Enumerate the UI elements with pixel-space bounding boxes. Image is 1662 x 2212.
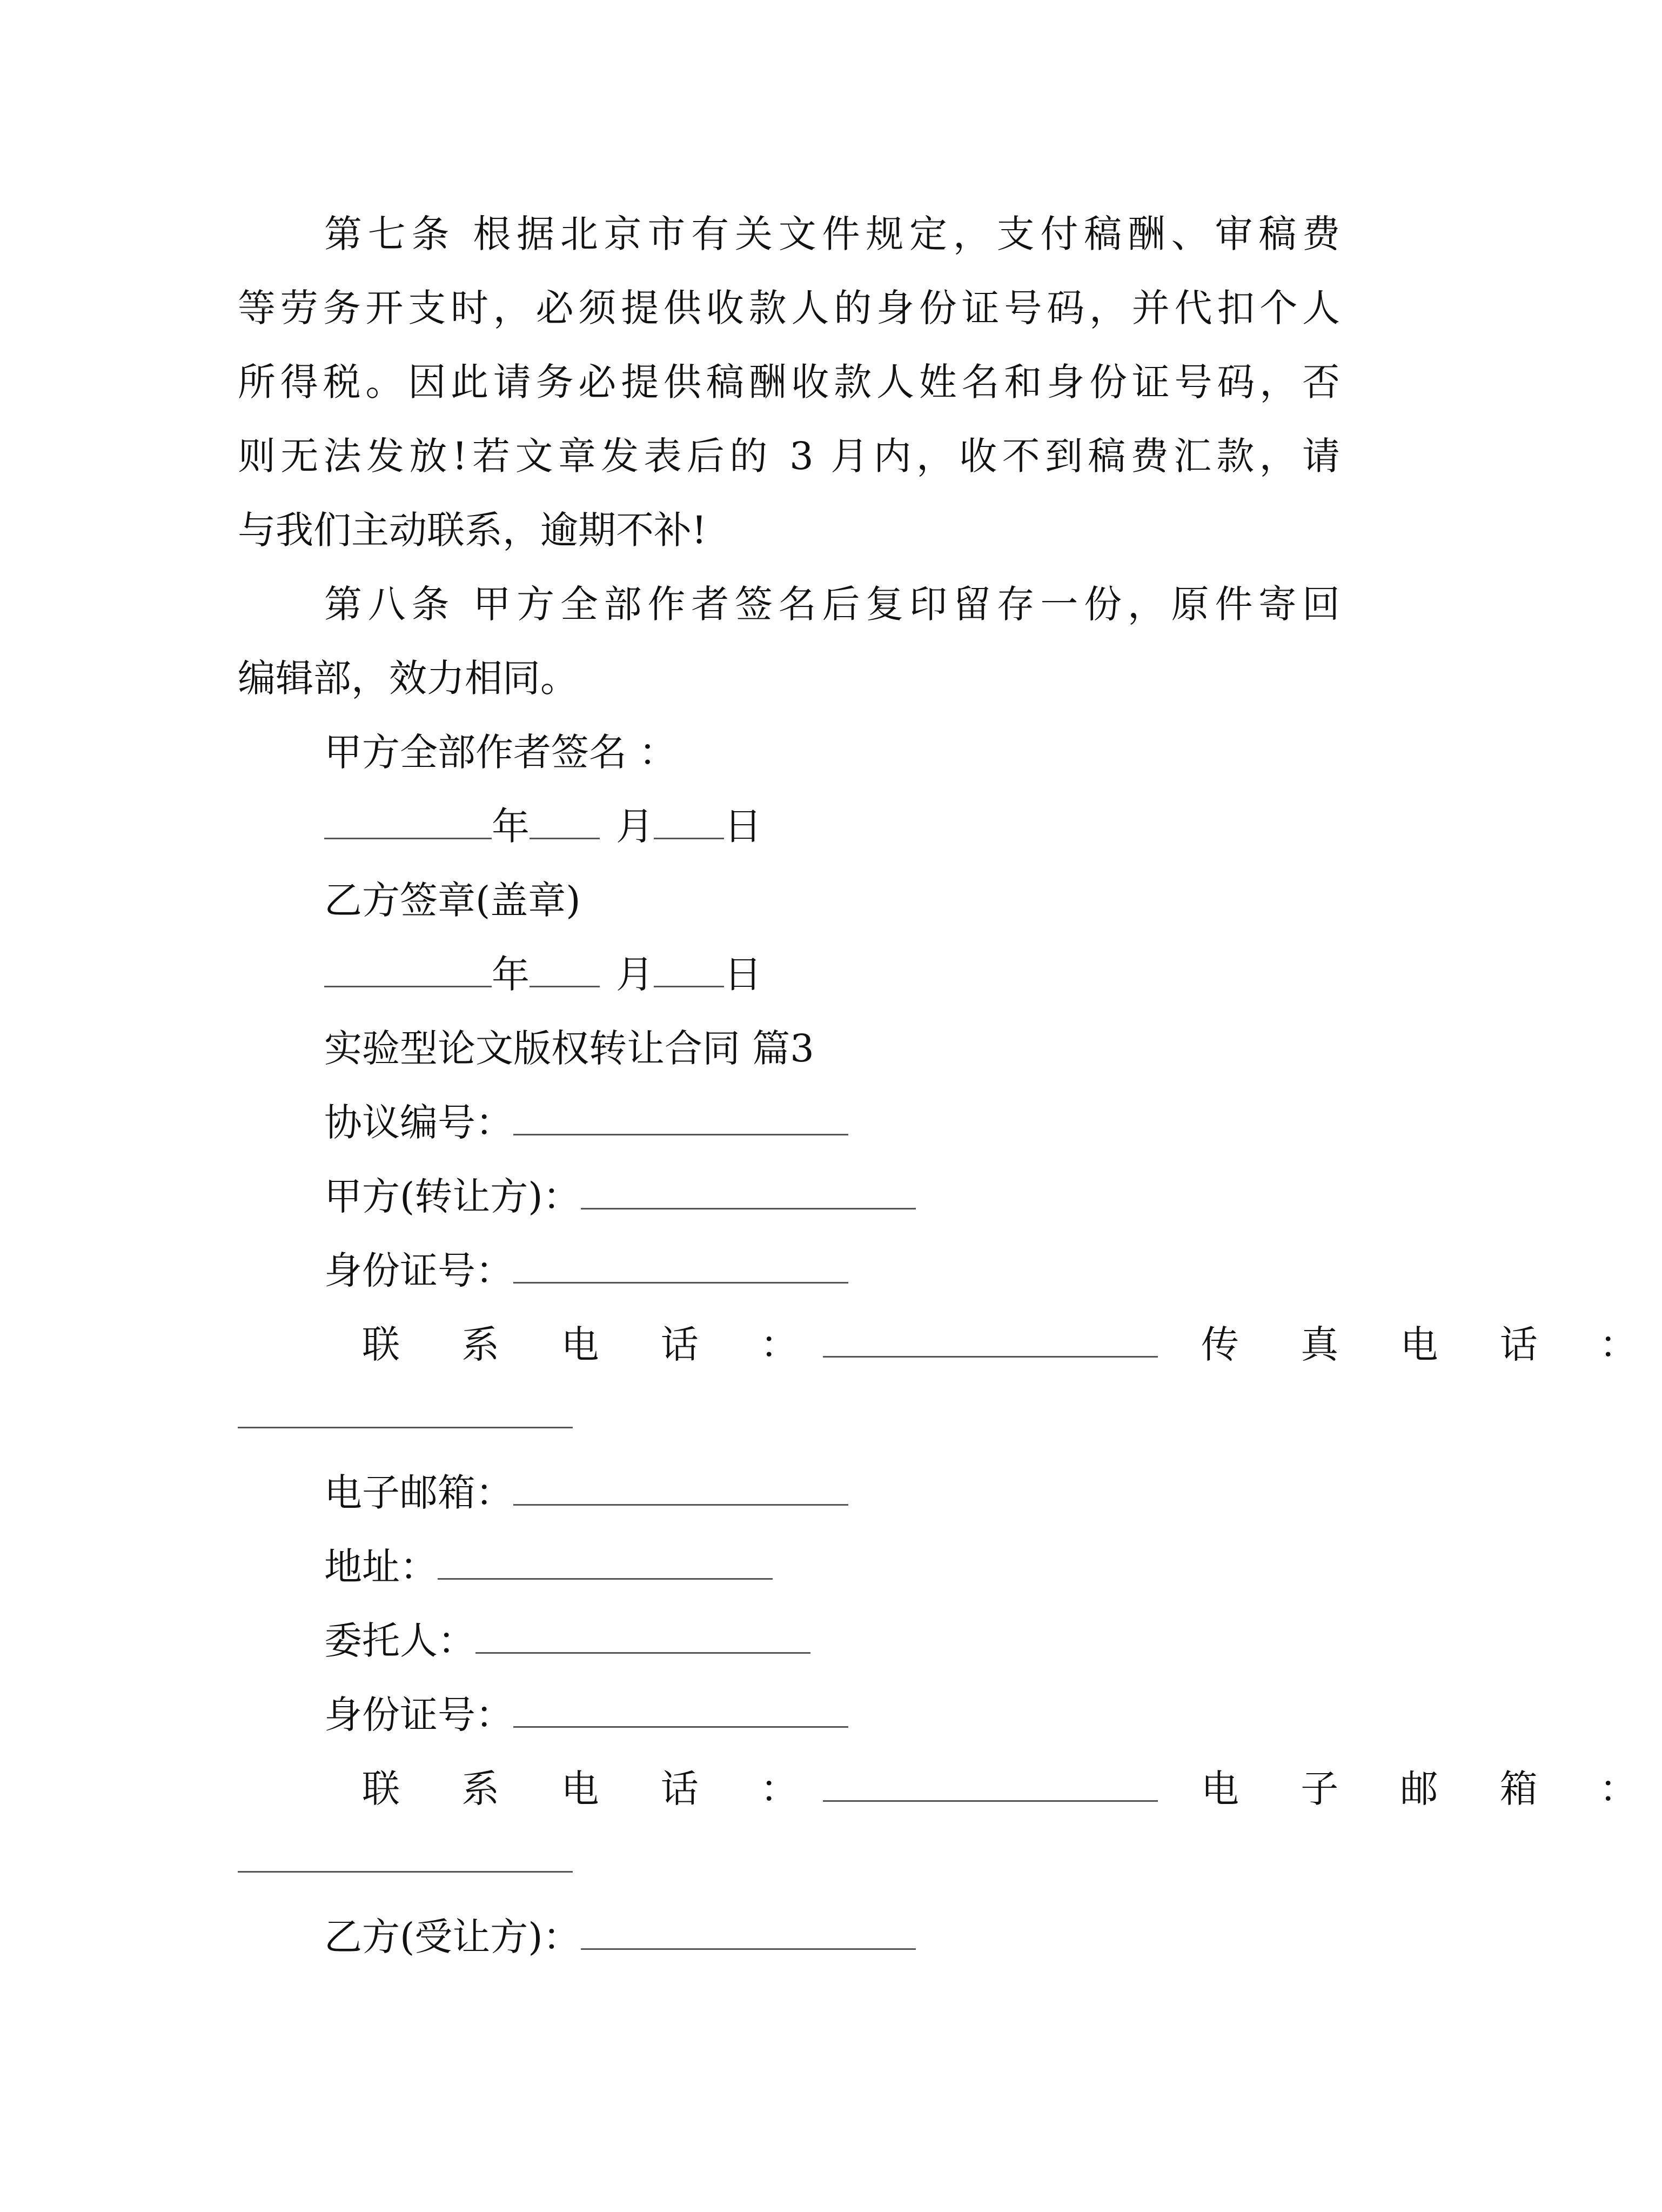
party-a-row [324, 1171, 1340, 1222]
agreement-no-blank[interactable] [513, 1100, 848, 1135]
email-blank[interactable] [513, 1471, 848, 1506]
agent-phone-email-row [362, 1763, 1662, 1815]
agent-blank[interactable] [475, 1619, 810, 1654]
article7-line-3: 所得税。因此请务必提供稿酬收款人姓名和身份证号码，否 [238, 360, 1340, 404]
agent-phone-blank[interactable] [823, 1767, 1158, 1802]
phone-label: 联 系 电 话 ： [362, 1322, 823, 1367]
day-blank[interactable] [654, 952, 724, 987]
month-blank[interactable] [530, 804, 600, 839]
fax-label: 传 真 电 话 ： [1201, 1322, 1662, 1367]
year-label: 年 [492, 952, 530, 997]
party-a-signature-label: 甲方全部作者签名 ： [324, 730, 677, 774]
agent-email-blank[interactable] [238, 1871, 573, 1873]
year-blank[interactable] [324, 804, 492, 839]
address-label: 地址： [324, 1545, 438, 1589]
phone-fax-row [362, 1319, 1662, 1371]
party-a-date-row [324, 800, 1340, 852]
article8-line-2: 编辑部，效力相同。 [238, 656, 578, 700]
id-no-row [324, 1245, 1340, 1297]
month-label: 月 [616, 804, 654, 848]
party-b-seal-label: 乙方签章(盖章) [324, 878, 581, 923]
year-label: 年 [492, 804, 530, 848]
party-a-blank[interactable] [581, 1174, 916, 1209]
agreement-no-label: 协议编号： [324, 1100, 513, 1145]
party-b-date-row [324, 948, 1340, 1000]
fax-blank[interactable] [238, 1427, 573, 1428]
party-a-label: 甲方(转让方)： [324, 1174, 581, 1219]
day-blank[interactable] [654, 804, 724, 839]
agent-phone-label: 联 系 电 话 ： [362, 1767, 823, 1811]
email-row [324, 1467, 1340, 1519]
day-label: 日 [724, 804, 762, 848]
party-b-blank[interactable] [581, 1915, 916, 1950]
agent-email-label: 电 子 邮 箱 ： [1201, 1767, 1662, 1811]
article7-line-5: 与我们主动联系，逾期不补! [238, 508, 707, 552]
address-blank[interactable] [438, 1545, 773, 1580]
address-row [324, 1541, 1340, 1593]
id-no-blank[interactable] [513, 1248, 848, 1284]
contract3-title: 实验型论文版权转让合同 篇3 [324, 1026, 814, 1071]
agent-label: 委托人： [324, 1619, 475, 1663]
party-b-label: 乙方(受让方)： [324, 1915, 581, 1959]
phone-blank[interactable] [823, 1322, 1158, 1358]
article8-line-1: 第八条 甲方全部作者签名后复印留存一份，原件寄回 [324, 582, 1340, 626]
month-label: 月 [616, 952, 654, 997]
email-label: 电子邮箱： [324, 1471, 513, 1515]
month-blank[interactable] [530, 952, 600, 987]
party-b-row [324, 1911, 1340, 1963]
article7-line-1: 第七条 根据北京市有关文件规定，支付稿酬、审稿费 [324, 212, 1340, 256]
article7-line-2: 等劳务开支时，必须提供收款人的身份证号码，并代扣个人 [238, 286, 1340, 330]
article7-line-4: 则无法发放!若文章发表后的 3 月内，收不到稿费汇款，请 [238, 434, 1340, 478]
year-blank[interactable] [324, 952, 492, 987]
agent-id-label: 身份证号： [324, 1693, 513, 1737]
agreement-no-row [324, 1097, 1340, 1148]
id-no-label: 身份证号： [324, 1248, 513, 1293]
agent-row [324, 1615, 1340, 1667]
agent-id-blank[interactable] [513, 1693, 848, 1728]
day-label: 日 [724, 952, 762, 997]
agent-id-row [324, 1689, 1340, 1741]
